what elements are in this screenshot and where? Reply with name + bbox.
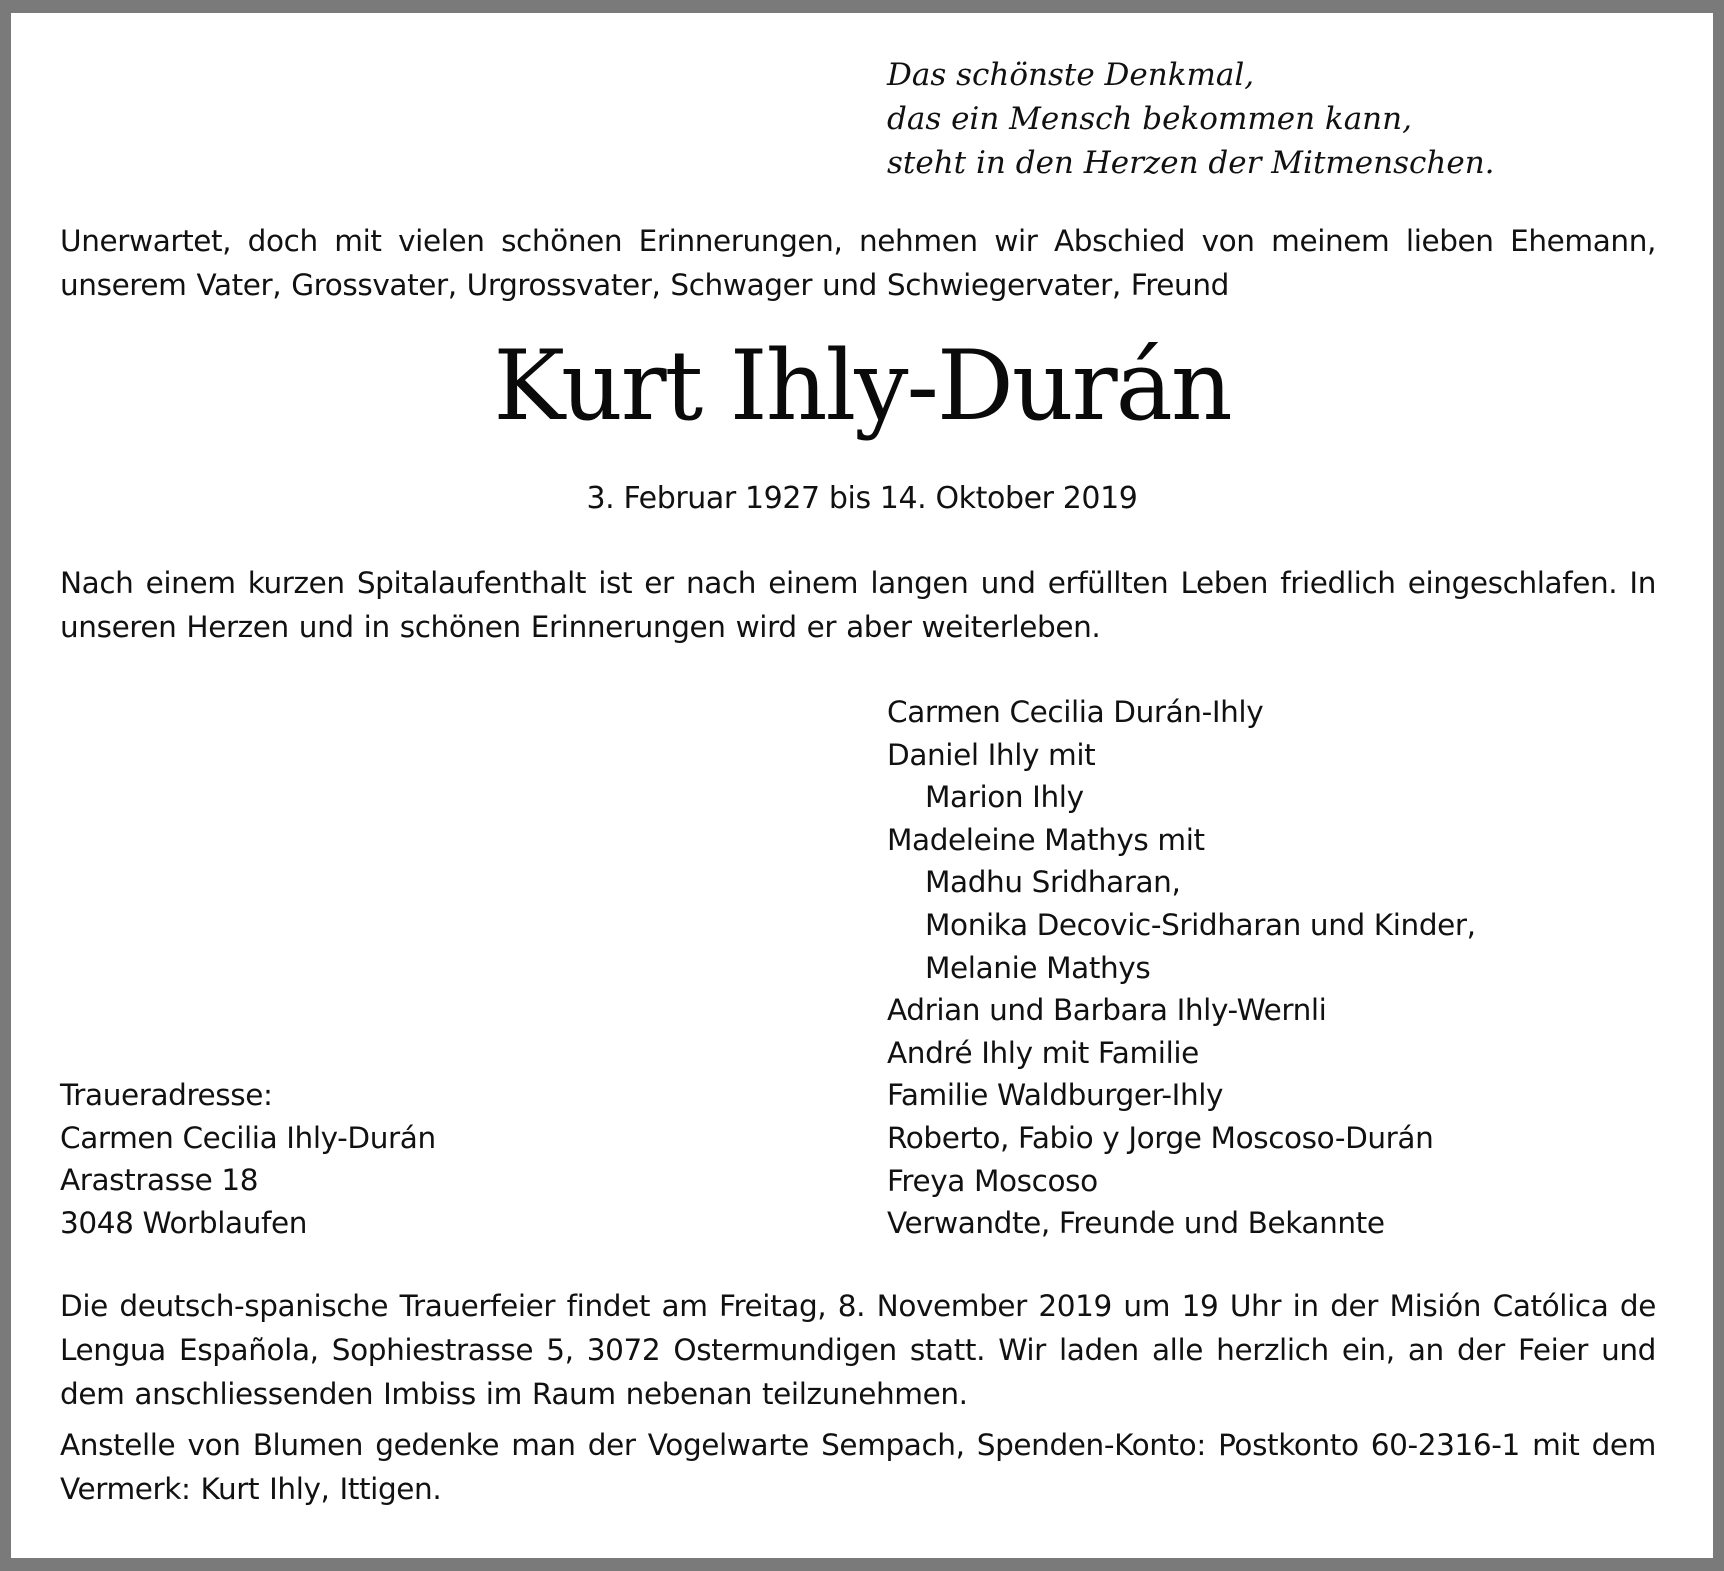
mourners-list bbox=[887, 691, 1476, 1245]
mourner-name: Verwandte, Freunde und Bekannte bbox=[887, 1206, 1385, 1241]
intro-paragraph: Unerwartet, doch mit vielen schönen Erinnerungen, nehmen wir Abschied von meinem lieben Ehemann, unserem Vater, Grossvater, Urgrossvater, Schwager und Schwiegervater, Freund bbox=[60, 224, 1656, 302]
mourning-address bbox=[60, 1074, 436, 1244]
obituary-notice bbox=[11, 13, 1713, 1558]
address-label: Traueradresse: bbox=[60, 1078, 273, 1112]
life-dates: 3. Februar 1927 bis 14. Oktober 2019 bbox=[586, 481, 1138, 516]
address-city: 3048 Worblaufen bbox=[60, 1205, 307, 1240]
mourner-name: Madhu Sridharan, bbox=[925, 865, 1181, 900]
deceased-name: Kurt Ihly-Durán bbox=[493, 330, 1231, 442]
motto-line: das ein Mensch bekommen kann, bbox=[887, 101, 1412, 137]
mourner-name: Daniel Ihly mit bbox=[887, 737, 1096, 772]
mourner-name: Adrian und Barbara Ihly-Wernli bbox=[887, 993, 1327, 1028]
mourner-name: Madeleine Mathys mit bbox=[887, 822, 1205, 857]
mourner-name: Freya Moscoso bbox=[887, 1163, 1098, 1198]
donation-paragraph: Anstelle von Blumen gedenke man der Vogelwarte Sempach, Spenden-Konto: Postkonto 60-2316-1 mit dem Vermerk: Kurt Ihly, Ittigen. bbox=[60, 1428, 1656, 1506]
motto-line: Das schönste Denkmal, bbox=[887, 57, 1255, 93]
ceremony-paragraph: Die deutsch-spanische Trauerfeier findet am Freitag, 8. November 2019 um 19 Uhr in der Misión Católica de Lengua Española, Sophiestrasse 5, 3072 Ostermundigen statt. Wir laden alle herzlich ein, an der Feier und dem anschliessenden Imbiss im Raum nebenan teilzunehmen. bbox=[60, 1289, 1656, 1411]
mourner-name: Roberto, Fabio y Jorge Moscoso-Durán bbox=[887, 1120, 1434, 1155]
motto-line: steht in den Herzen der Mitmenschen. bbox=[887, 145, 1495, 181]
mourner-name: Familie Waldburger-Ihly bbox=[887, 1078, 1224, 1113]
mourner-name: Marion Ihly bbox=[925, 780, 1084, 815]
mourner-name: Monika Decovic-Sridharan und Kinder, bbox=[925, 907, 1476, 942]
mourner-name: Melanie Mathys bbox=[925, 950, 1151, 985]
mourner-name: André Ihly mit Familie bbox=[887, 1035, 1199, 1070]
address-street: Arastrasse 18 bbox=[60, 1163, 259, 1198]
message-paragraph: Nach einem kurzen Spitalaufenthalt ist er nach einem langen und erfüllten Leben friedlich eingeschlafen. In unseren Herzen und in schönen Erinnerungen wird er aber weiterleben. bbox=[60, 566, 1656, 644]
mourner-name: Carmen Cecilia Durán-Ihly bbox=[887, 695, 1264, 729]
motto-quote bbox=[887, 53, 1495, 185]
address-name: Carmen Cecilia Ihly-Durán bbox=[60, 1120, 436, 1155]
